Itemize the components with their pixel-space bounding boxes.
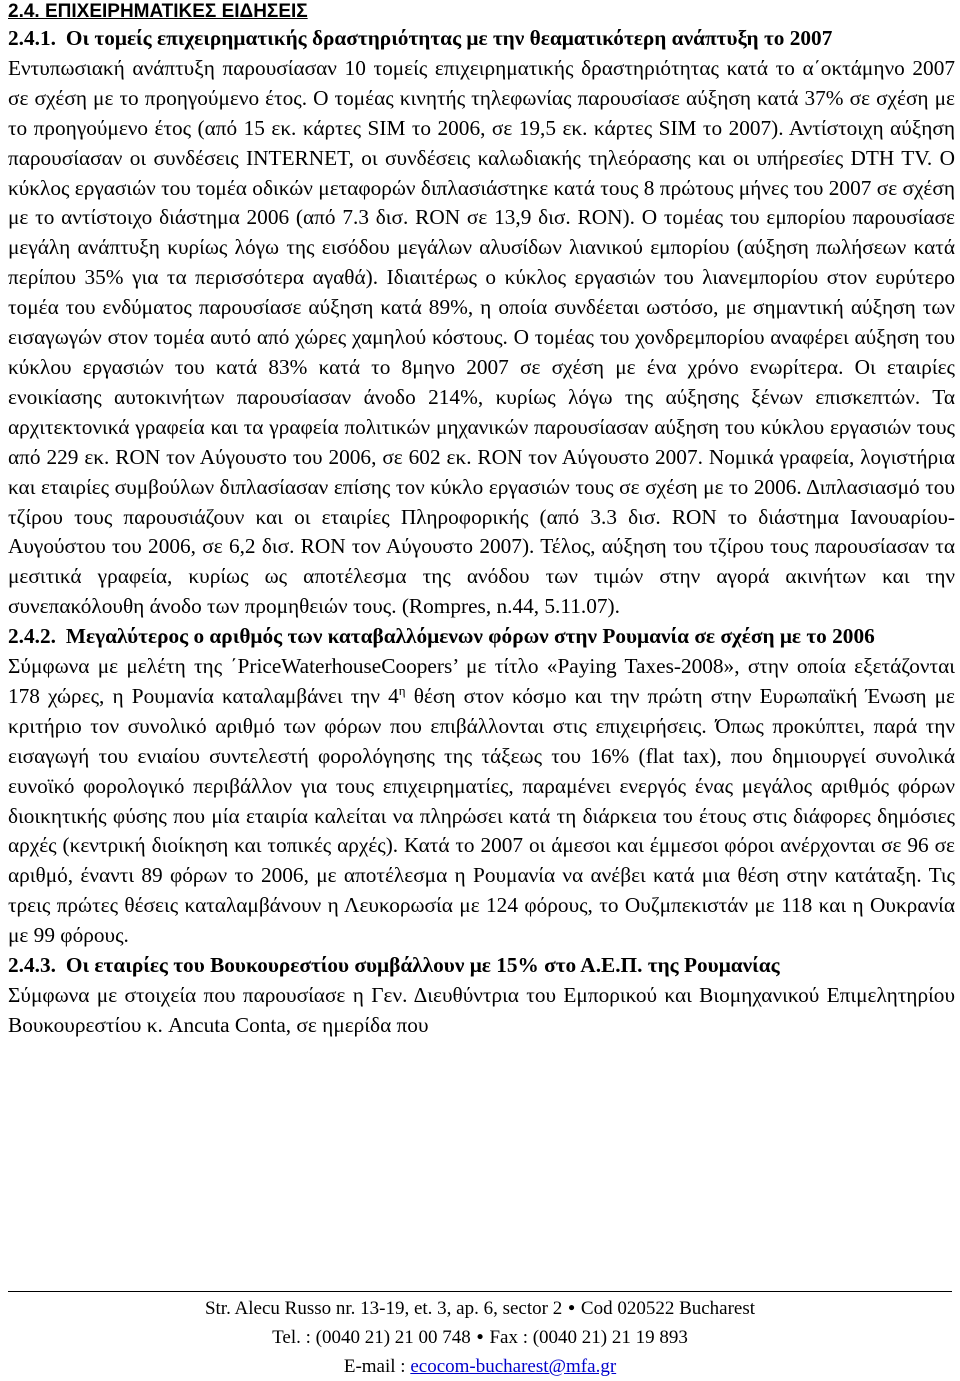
email-link[interactable]: ecocom-bucharest@mfa.gr — [410, 1356, 617, 1377]
article-heading — [8, 951, 955, 981]
page-footer — [0, 1294, 960, 1381]
article-number: 2.4.3. — [8, 953, 56, 978]
footer-phone-line — [0, 1323, 960, 1352]
article-body-part: Σύμφωνα με μελέτη της ΄PriceWaterhouseCoopers’ με τίτλο «Paying Taxes-2008», στην οποία εξετάζονται 178 χώρες, η Ρουμανία καταλαμβάνει την 4 — [8, 654, 955, 708]
bullet-icon: • — [476, 1327, 484, 1348]
footer-postal-code: Cod 020522 Bucharest — [580, 1298, 756, 1319]
footer-divider — [8, 1291, 952, 1292]
article-2-4-3 — [8, 951, 955, 1041]
footer-address-line — [0, 1294, 960, 1323]
article-2-4-2 — [8, 622, 955, 951]
article-title: Οι εταιρίες του Βουκουρεστίου συμβάλλουν με 15% στο Α.Ε.Π. της Ρουμανίας — [65, 953, 780, 978]
article-body: Εντυπωσιακή ανάπτυξη παρουσίασαν 10 τομείς επιχειρηματικής δραστηριότητας κατά το α΄οκτάμηνο 2007 σε σχέση με το προηγούμενο έτος. Ο τομέας κινητής τηλεφωνίας παρουσίασε αύξηση κατά 37% σε σχέση με το προηγούμενο έτος (από 15 εκ. κάρτες SIM το 2006, σε 19,5 εκ. κάρτες SIM το 2007). Αντίστοιχη αύξηση παρουσίασαν οι συνδέσεις INTERNET, οι συνδέσεις καλωδιακής τηλεόρασης και οι υπήρεσίες DTH TV. Ο κύκλος εργασιών του τομέα οδικών μεταφορών διπλασιάστηκε κατά τους 8 πρώτους μήνες του 2007 σε σχέση με το αντίστοιχο διάστημα 2006 (από 7.3 δισ. RON σε 13,9 δισ. RON). Ο τομέας του εμπορίου παρουσίασε μεγάλη ανάπτυξη κυρίως λόγω της εισόδου μεγάλων αλυσίδων λιανικού εμπορίου (αύξηση πωλήσεων κατά περίπου 35% για τα περισσότερα αγαθά). Ιδιαιτέρως ο κύκλος εργασιών του λιανεμπορίου στον ευρύτερο τομέα του ενδύματος παρουσίασε αύξηση κατά 89%, η οποία συνδέεται ωστόσο, με σημαντική αύξηση των εισαγωγών στον τομέα αυτό από χώρες χαμηλού κόστους. Ο τομέας του χονδρεμπορίου αναφέρει αύξηση του κύκλου εργασιών του κατά 83% κατά το 8μηνο 2007 σε σχέση με ένα χρόνο ενωρίτερα. Οι εταιρίες ενοικίασης αυτοκινήτων παρουσίασαν άνοδο 214%, κυρίως λόγω της αύξησης ξένων επισκεπτών. Τα αρχιτεκτονικά γραφεία και τα γραφεία πολιτικών μηχανικών παρουσίασαν αύξηση του κύκλου εργασιών τους από 229 εκ. RON τον Αύγουστο του 2006, σε 602 εκ. RON τον Αύγουστο 2007. Νομικά γραφεία, λογιστήρια και εταιρίες συμβούλων διπλασίασαν επίσης τον κύκλο εργασιών τους σε σχέση με το 2006. Διπλασιασμό του τζίρου τους παρουσιάζουν και οι εταιρίες Πληροφορικής (από 3.3 δισ. RON το διάστημα Ιανουαρίου- Αυγούστου του 2006, σε 6,2 δισ. RON τον Αύγουστο 2007). Τέλος, αύξηση του τζίρου τους παρουσίασαν τα μεσιτικά γραφεία, κυρίως ως αποτέλεσμα της ανόδου των τιμών στην αγορά ακινήτων και την συνεπακόλουθη άνοδο των προμηθειών τους. (Rompres, n.44, 5.11.07). — [8, 55, 955, 619]
article-body — [8, 652, 955, 951]
article-title: Οι τομείς επιχειρηματικής δραστηριότητας με την θεαματικότερη ανάπτυξη το 2007 — [65, 26, 833, 50]
article-2-4-1 — [8, 24, 955, 622]
article-number: 2.4.1. — [8, 26, 56, 50]
footer-email-line — [0, 1352, 960, 1381]
ordinal-superscript: η — [398, 682, 406, 698]
article-body: Σύμφωνα με στοιχεία που παρουσίασε η Γεν. Διευθύντρια του Εμπορικού και Βιομηχανικού Επιμελητηρίου Βουκουρεστίου κ. Ancuta Conta, σε ημερίδα που — [8, 983, 955, 1037]
bullet-icon: • — [568, 1298, 575, 1319]
article-heading — [8, 622, 955, 652]
article-title: Μεγαλύτερος ο αριθμός των καταβαλλόμενων φόρων στην Ρουμανία σε σχέση με το 2006 — [65, 624, 875, 649]
footer-tel: Tel. : (0040 21) 21 00 748 — [272, 1327, 471, 1348]
section-heading: 2.4. ΕΠΙΧΕΙΡΗΜΑΤΙΚΕΣ ΕΙΔΗΣΕΙΣ — [8, 1, 308, 22]
footer-email-label: E-mail : — [343, 1356, 411, 1377]
footer-address: Str. Alecu Russo nr. 13-19, et. 3, ap. 6, sector 2 — [204, 1298, 563, 1319]
article-body-part: θέση στον κόσμο και την πρώτη στην Ευρωπαϊκή Ένωση με κριτήριο τον συνολικό αριθμό των φόρων που επιβάλλονται στις επιχειρήσεις. Όπως προκύπτει, παρά την εισαγωγή του ενιαίου συντελεστή φορολόγησης της τάξεως του 16% (flat tax), που δημιουργεί συνολικά ευνοϊκό φορολογικό περιβάλλον για τους επιχειρηματίες, παραμένει ενεργός ένας μεγάλος αριθμός φόρων διοικητικής φύσης που μία εταιρία καλείται να πληρώσει κατά τη διάρκεια του έτους στις διάφορες δημόσιες αρχές (κεντρική διοίκηση και τοπικές αρχές). Κατά το 2007 οι άμεσοι και έμμεσοι φόροι ανέρχονται σε 96 σε αριθμό, έναντι 89 φόρων το 2006, με αποτέλεσμα η Ρουμανία να ανέβει κατά μια θέση στην κατάταξη. Τις τρεις πρώτες θέσεις καταλαμβάνουν η Λευκορωσία με 124 φόρους, το Ουζμπεκιστάν με 118 και η Ουκρανία με 99 φόρους. — [8, 683, 955, 948]
article-heading — [8, 24, 955, 54]
footer-fax: Fax : (0040 21) 21 19 893 — [489, 1327, 688, 1348]
article-number: 2.4.2. — [8, 624, 56, 649]
